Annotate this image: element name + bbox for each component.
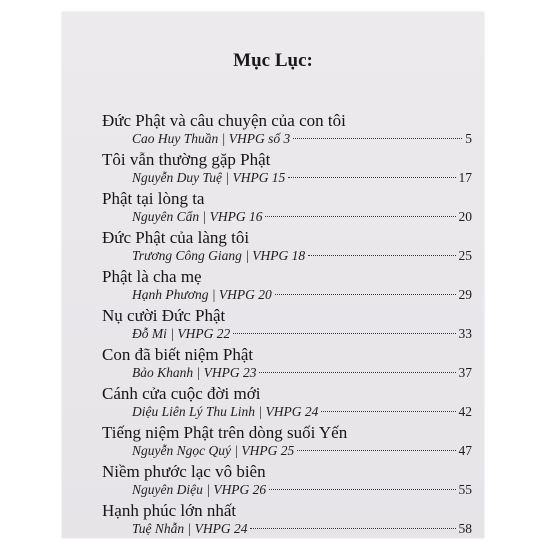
entry-author: Trương Công Giang | VHPG 18 <box>132 248 306 263</box>
toc-entry <box>102 345 472 384</box>
dot-leader <box>250 528 455 529</box>
dot-leader <box>288 177 455 178</box>
entry-meta-line <box>132 364 472 381</box>
entry-meta-line <box>132 130 472 147</box>
entry-page-number: 29 <box>458 287 472 302</box>
toc-entry <box>102 189 472 228</box>
entry-author: Tuệ Nhẫn | VHPG 24 <box>132 521 248 536</box>
entry-meta-line <box>132 208 472 225</box>
entry-title: Đức Phật và câu chuyện của con tôi <box>102 111 346 130</box>
entry-meta-line <box>132 169 472 186</box>
entry-meta-line <box>132 286 472 303</box>
entry-page-number: 33 <box>458 326 472 341</box>
dot-leader <box>321 411 455 412</box>
entry-author: Diệu Liên Lý Thu Linh | VHPG 24 <box>132 404 319 419</box>
dot-leader <box>275 294 456 295</box>
entry-title: Tôi vẫn thường gặp Phật <box>102 150 271 169</box>
toc-entry <box>102 150 472 189</box>
entry-title: Tiếng niệm Phật trên dòng suối Yến <box>102 423 348 442</box>
entry-title: Niềm phước lạc vô biên <box>102 462 266 481</box>
entry-page-number: 17 <box>458 170 472 185</box>
entry-title: Phật là cha mẹ <box>102 267 202 286</box>
dot-leader <box>265 216 455 217</box>
entry-author: Bảo Khanh | VHPG 23 <box>132 365 257 380</box>
dot-leader <box>308 255 455 256</box>
entry-author: Nguyên Diệu | VHPG 26 <box>132 482 267 497</box>
entry-page-number: 47 <box>458 443 472 458</box>
entry-author: Nguyên Cẩn | VHPG 16 <box>132 209 263 224</box>
dot-leader <box>233 333 455 334</box>
toc-entry <box>102 462 472 501</box>
entry-page-number: 37 <box>458 365 472 380</box>
entry-page-number: 25 <box>458 248 472 263</box>
entry-meta-line <box>132 442 472 459</box>
entry-title: Con đã biết niệm Phật <box>102 345 254 364</box>
toc-entry <box>102 228 472 267</box>
entry-author: Nguyễn Duy Tuệ | VHPG 15 <box>132 170 286 185</box>
entry-page-number: 5 <box>465 131 472 146</box>
entry-author: Hạnh Phương | VHPG 20 <box>132 287 272 302</box>
toc-entry <box>102 423 472 462</box>
toc-title: Mục Lục: <box>233 50 313 71</box>
entry-meta-line <box>132 325 472 342</box>
entry-title: Cánh cửa cuộc đời mới <box>102 384 261 403</box>
entry-page-number: 58 <box>458 521 472 536</box>
dot-leader <box>297 450 455 451</box>
entry-title: Đức Phật của làng tôi <box>102 228 250 247</box>
dot-leader <box>259 372 455 373</box>
entry-page-number: 42 <box>458 404 472 419</box>
entry-author: Nguyễn Ngọc Quý | VHPG 25 <box>132 443 295 458</box>
toc-entry <box>102 501 472 540</box>
entry-meta-line <box>132 481 472 498</box>
toc-entry <box>102 306 472 345</box>
entry-title: Phật tại lòng ta <box>102 189 205 208</box>
entry-meta-line <box>132 247 472 264</box>
toc-entry <box>102 267 472 306</box>
entry-page-number: 20 <box>458 209 472 224</box>
entry-title: Nụ cười Đức Phật <box>102 306 226 325</box>
entry-author: Đỗ Mi | VHPG 22 <box>132 326 231 341</box>
dot-leader <box>293 138 462 139</box>
entry-author: Cao Huy Thuần | VHPG số 3 <box>132 131 291 146</box>
entry-meta-line <box>132 520 472 537</box>
toc-entry <box>102 384 472 423</box>
toc-entry <box>102 111 472 150</box>
entry-title: Hạnh phúc lớn nhất <box>102 501 237 520</box>
entry-page-number: 55 <box>458 482 472 497</box>
dot-leader <box>269 489 455 490</box>
book-page <box>62 12 484 538</box>
entry-meta-line <box>132 403 472 420</box>
toc-list <box>102 111 472 540</box>
